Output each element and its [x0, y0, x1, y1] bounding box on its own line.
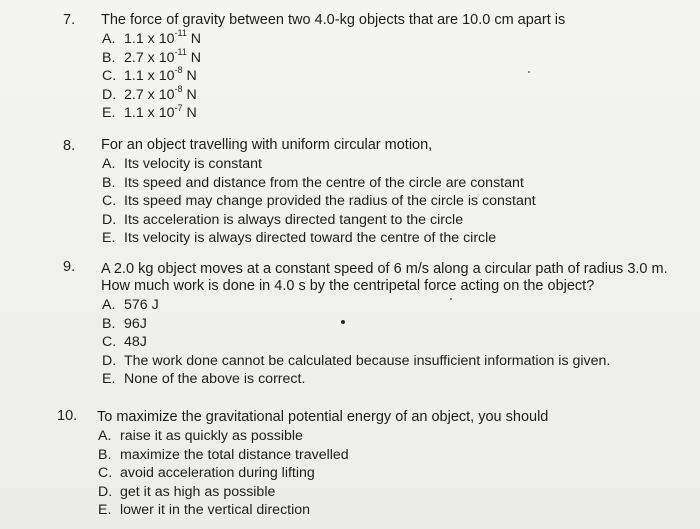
option-letter: E.	[102, 105, 116, 122]
option-text: 48J	[124, 334, 147, 351]
option-letter: A.	[102, 31, 116, 47]
option-text: Its velocity is constant	[124, 156, 262, 172]
option-d[interactable]	[102, 86, 201, 105]
option-letter: D.	[98, 483, 113, 500]
option-value: 1.1 x $10^{-7}$ N	[124, 102, 197, 122]
option-b[interactable]	[98, 446, 349, 465]
option-letter: D.	[102, 86, 117, 103]
question-stem: To maximize the gravitational potential energy of an object, you should	[97, 409, 549, 425]
option-e[interactable]	[98, 501, 349, 520]
option-letter: A.	[102, 156, 116, 172]
question-number: 7.	[63, 12, 76, 28]
option-letter: E.	[102, 230, 116, 247]
option-a[interactable]	[98, 427, 349, 446]
option-d[interactable]	[98, 483, 349, 502]
option-text: raise it as quickly as possible	[120, 428, 303, 444]
question-stem-line-1: A 2.0 kg object moves at a constant speed of 6 m/s along a circular path of radius 3.0 m.	[101, 261, 668, 277]
option-letter: E.	[102, 371, 116, 388]
option-text: avoid acceleration during lifting	[120, 465, 315, 482]
pen-mark-dot-small	[528, 71, 530, 73]
question-stem: The force of gravity between two 4.0-kg objects that are 10.0 cm apart is	[101, 12, 566, 28]
option-text: 96J	[124, 315, 147, 332]
option-a[interactable]	[102, 296, 610, 315]
option-exponent: -8	[174, 65, 183, 76]
option-letter: C.	[102, 334, 117, 351]
option-c[interactable]	[102, 192, 536, 211]
option-e[interactable]	[102, 370, 610, 389]
answer-options	[98, 427, 349, 520]
option-value: 1.1 x $10^{-11}$ N	[124, 28, 202, 47]
answer-options	[102, 296, 610, 389]
option-letter: B.	[102, 174, 116, 191]
option-b[interactable]	[102, 174, 536, 193]
question-number: 8.	[63, 138, 76, 154]
option-text: lower it in the vertical direction	[120, 502, 311, 519]
option-e[interactable]	[102, 104, 201, 123]
question-stem: For an object travelling with uniform circular motion,	[101, 137, 433, 153]
option-text: Its speed may change provided the radius of the circle is constant	[124, 193, 536, 210]
option-text: The work done cannot be calculated because insufficient information is given.	[124, 352, 611, 369]
option-b[interactable]	[102, 46, 202, 68]
option-c[interactable]	[102, 333, 610, 352]
option-a[interactable]	[102, 155, 536, 174]
option-text: maximize the total distance travelled	[120, 446, 349, 463]
option-text: 576 J	[124, 297, 159, 313]
option-b[interactable]	[102, 315, 610, 334]
option-text: get it as high as possible	[120, 483, 276, 500]
option-d[interactable]	[102, 352, 610, 371]
option-letter: C.	[98, 465, 113, 482]
option-value: 2.7 x $10^{-8}$ N	[124, 84, 197, 103]
option-value: 1.1 x $10^{-8}$ N	[124, 65, 197, 85]
question-number: 10.	[57, 408, 78, 424]
option-text: Its speed and distance from the centre of the circle are constant	[124, 174, 524, 191]
answer-options	[102, 155, 536, 248]
option-c[interactable]	[102, 67, 201, 86]
option-a[interactable]	[102, 30, 201, 49]
option-letter: B.	[102, 49, 116, 66]
option-c[interactable]	[98, 464, 349, 483]
option-letter: C.	[102, 193, 117, 210]
option-text: None of the above is correct.	[124, 371, 306, 388]
option-letter: C.	[102, 68, 117, 85]
question-stem-line-2: How much work is done in 4.0 s by the centripetal force acting on the object?	[101, 278, 595, 294]
option-exponent: -11	[174, 46, 187, 57]
option-letter: A.	[98, 428, 112, 444]
option-d[interactable]	[102, 211, 536, 230]
option-text: Its velocity is always directed toward the centre of the circle	[124, 230, 497, 247]
option-letter: E.	[98, 502, 112, 519]
option-letter: D.	[102, 211, 117, 228]
option-exponent: -8	[174, 84, 183, 95]
option-e[interactable]	[102, 229, 536, 248]
option-letter: D.	[102, 352, 117, 369]
option-letter: B.	[102, 315, 116, 332]
option-text: Its acceleration is always directed tangent to the circle	[124, 211, 464, 228]
pen-mark-dot-small	[450, 298, 452, 300]
option-letter: A.	[102, 297, 116, 313]
question-number: 9.	[63, 259, 76, 275]
option-letter: B.	[98, 446, 112, 463]
option-value: 2.7 x $10^{-11}$ N	[124, 46, 202, 66]
pen-mark-dot	[341, 320, 345, 324]
option-exponent: -11	[174, 28, 187, 39]
answer-options	[102, 30, 201, 123]
option-exponent: -7	[174, 102, 183, 113]
